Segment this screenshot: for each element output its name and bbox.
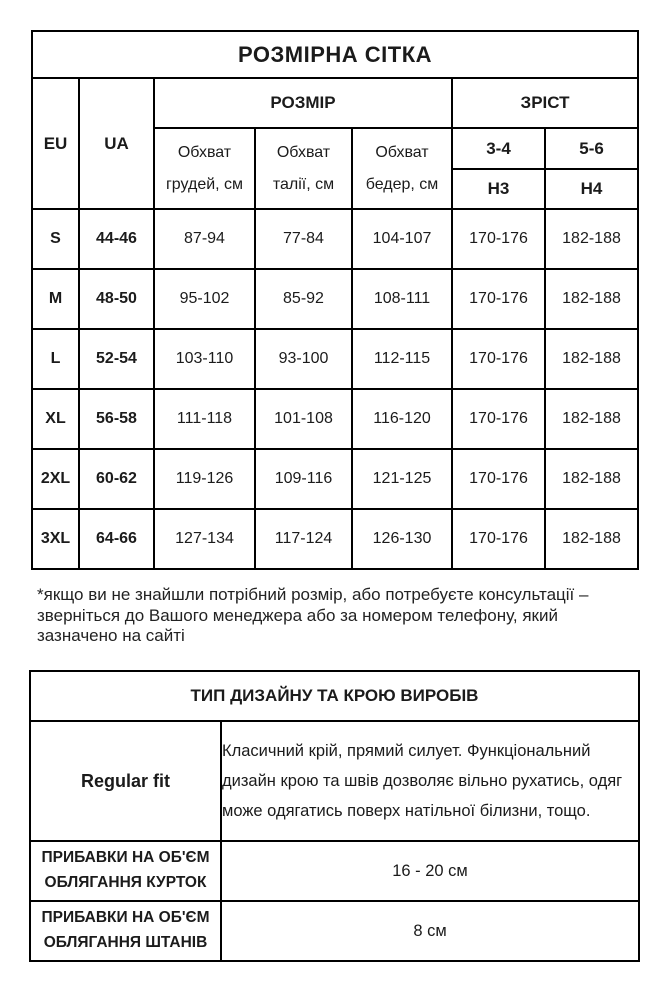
size-row-l <box>32 329 638 389</box>
height-code-h3: Н3 <box>452 169 545 209</box>
pants-ease-label: ПРИБАВКИ НА ОБ'ЄМ ОБЛЯГАННЯ ШТАНІВ <box>30 901 221 961</box>
cell-height-3-4: 170-176 <box>452 209 545 269</box>
cell-chest: 119-126 <box>154 449 255 509</box>
cell-eu: S <box>32 209 79 269</box>
cell-height-5-6: 182-188 <box>545 449 638 509</box>
cell-hips: 116-120 <box>352 389 452 449</box>
cell-chest: 87-94 <box>154 209 255 269</box>
cell-height-3-4: 170-176 <box>452 509 545 569</box>
cell-height-5-6: 182-188 <box>545 329 638 389</box>
group-header-height: ЗРІСТ <box>452 78 638 128</box>
fit-description: Класичний крій, прямий силует. Функціональний дизайн крою та швів дозволяє вільно рухатись, одяг може одягатись поверх натільної білизни, тощо. <box>221 721 639 841</box>
cell-hips: 108-111 <box>352 269 452 329</box>
height-range-5-6: 5-6 <box>545 128 638 169</box>
size-row-xl <box>32 389 638 449</box>
col-header-ua: UA <box>79 78 154 209</box>
cell-height-5-6: 182-188 <box>545 269 638 329</box>
cell-waist: 77-84 <box>255 209 352 269</box>
cell-waist: 101-108 <box>255 389 352 449</box>
size-grid-title: РОЗМІРНА СІТКА <box>32 31 638 78</box>
cell-height-3-4: 170-176 <box>452 389 545 449</box>
cell-eu: XL <box>32 389 79 449</box>
cell-chest: 95-102 <box>154 269 255 329</box>
col-header-chest: Обхват грудей, см <box>154 128 255 209</box>
cell-eu: 2XL <box>32 449 79 509</box>
height-range-3-4: 3-4 <box>452 128 545 169</box>
size-note: *якщо ви не знайшли потрібний розмір, або потребуєте консультації – зверніться до Вашого менеджера або за номером телефону, який зазначено на сайті <box>37 585 589 646</box>
cell-hips: 112-115 <box>352 329 452 389</box>
cell-height-3-4: 170-176 <box>452 269 545 329</box>
cell-height-5-6: 182-188 <box>545 209 638 269</box>
fit-row-jackets-ease <box>30 841 639 901</box>
size-row-s <box>32 209 638 269</box>
col-header-waist: Обхват талії, см <box>255 128 352 209</box>
cell-waist: 85-92 <box>255 269 352 329</box>
cell-height-3-4: 170-176 <box>452 449 545 509</box>
jackets-ease-value: 16 - 20 см <box>221 841 639 901</box>
cell-chest: 103-110 <box>154 329 255 389</box>
group-header-size: РОЗМІР <box>154 78 452 128</box>
col-header-eu: EU <box>32 78 79 209</box>
cell-ua: 60-62 <box>79 449 154 509</box>
size-grid-header-row-1 <box>32 78 638 128</box>
cell-waist: 117-124 <box>255 509 352 569</box>
cell-waist: 93-100 <box>255 329 352 389</box>
cell-ua: 56-58 <box>79 389 154 449</box>
cell-eu: M <box>32 269 79 329</box>
cell-ua: 64-66 <box>79 509 154 569</box>
fit-table-title-row <box>30 671 639 721</box>
cell-hips: 121-125 <box>352 449 452 509</box>
col-header-hips: Обхват бедер, см <box>352 128 452 209</box>
fit-row-pants-ease <box>30 901 639 961</box>
size-row-3xl <box>32 509 638 569</box>
cell-height-5-6: 182-188 <box>545 389 638 449</box>
jackets-ease-label: ПРИБАВКИ НА ОБ'ЄМ ОБЛЯГАННЯ КУРТОК <box>30 841 221 901</box>
cell-ua: 52-54 <box>79 329 154 389</box>
size-row-m <box>32 269 638 329</box>
cell-eu: 3XL <box>32 509 79 569</box>
cell-hips: 126-130 <box>352 509 452 569</box>
height-code-h4: Н4 <box>545 169 638 209</box>
cell-ua: 48-50 <box>79 269 154 329</box>
pants-ease-value: 8 см <box>221 901 639 961</box>
cell-waist: 109-116 <box>255 449 352 509</box>
cell-height-5-6: 182-188 <box>545 509 638 569</box>
cell-eu: L <box>32 329 79 389</box>
fit-name: Regular fit <box>30 721 221 841</box>
cell-ua: 44-46 <box>79 209 154 269</box>
cell-hips: 104-107 <box>352 209 452 269</box>
fit-table-title: ТИП ДИЗАЙНУ ТА КРОЮ ВИРОБІВ <box>30 671 639 721</box>
cell-height-3-4: 170-176 <box>452 329 545 389</box>
size-grid-table <box>31 30 639 570</box>
fit-design-table <box>29 670 640 962</box>
cell-chest: 127-134 <box>154 509 255 569</box>
size-row-2xl <box>32 449 638 509</box>
fit-row-regular <box>30 721 639 841</box>
cell-chest: 111-118 <box>154 389 255 449</box>
size-grid-title-row <box>32 31 638 78</box>
